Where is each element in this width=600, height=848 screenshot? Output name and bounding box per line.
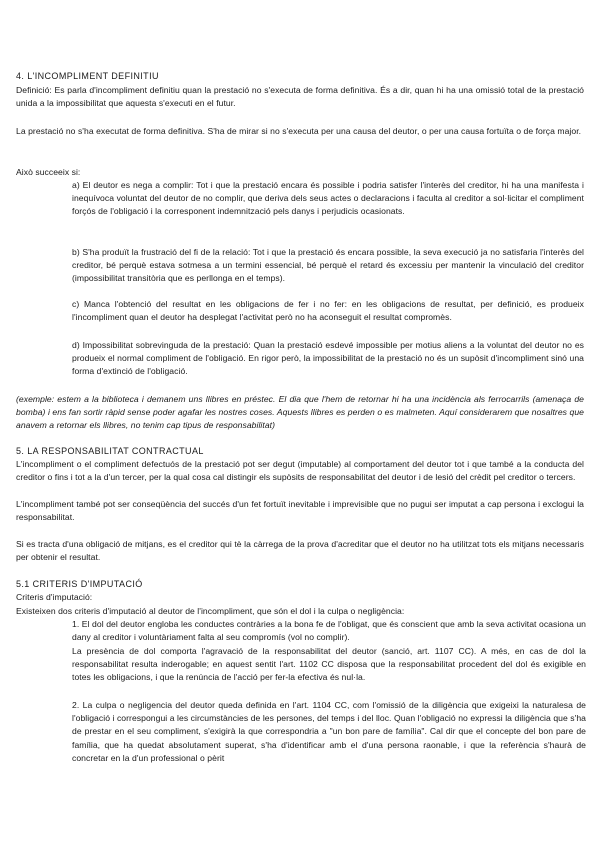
criteria-intro: Existeixen dos criteris d'imputació al deutor de l'incompliment, que són el dol i la culpa o negligència: [16, 606, 405, 616]
criteria-item-1: 1. El dol del deutor engloba les conductes contràries a la bona fe de l'obligat, que és conscient que amb la seva activitat ocasiona un dany al creditor i voluntàriament falta al seu compromís (vol no complir). [72, 619, 586, 643]
section-4-heading: 4. L'INCOMPLIMENT DEFINITIU [16, 71, 159, 81]
criteria-item-2: 2. La culpa o negligencia del deutor queda definida en l'art. 1104 CC, com l'omissió de la diligència que exigeixi la naturalesa de l'obligació i correspongui a les circumstàncies de les persones, del temps i del lloc. Quan l'obligació no expressi la diligència que s'ha de prestar en el seu compliment, s'exigirà la que correspondria a "un bon pare de família". Cal dir que el concepte del bon pare de família, que ha quedat absolutament superat, s'ha d'identificar amb el d'una persona raonable, i que la referència s'haurà de concretar en la d'un professional o pèrit [72, 700, 586, 763]
definition-paragraph: Definició: Es parla d'incompliment definitiu quan la prestació no s'executa de forma definitiva. És a dir, quan hi ha una omissió total de la prestació unida a la impossibilitat que aquesta s'executi en el futur. [16, 85, 584, 109]
criteria-item-1-detail: La presència de dol comporta l'agravació de la responsabilitat del deutor (sanció, art. 1107 CC). A més, en cas de dol la responsabilitat resulta inderogable; en aquest sentit l'art. 1102 CC disposa que la responsabilitat procedent del dol és exigible en totes les obligacions, i que la renúncia de l'acció per fer-la efectiva és nul·la. [72, 646, 586, 683]
responsibility-paragraph: L'incompliment o el compliment defectuós de la prestació pot ser degut (imputable) al comportament del deutor tot i que també a la conducta del creditor o fins i tot a la d'un tercer, per la qual cosa cal distingir els supòsits de responsabilitat del deutor i de lesió del crèdit pel creditor o tercers. [16, 459, 584, 483]
section-5-heading: 5. LA RESPONSABILITAT CONTRACTUAL [16, 446, 204, 456]
means-obligation-paragraph: Si es tracta d'una obligació de mitjans, es el creditor qui tè la càrrega de la prova d'acreditar que el deutor no ha utilitzat tots els mitjans necessaris per obtenir el resultat. [16, 539, 584, 563]
list-item-b: b) S'ha produït la frustració del fi de la relació: Tot i que la prestació és encara possible, la seva execució ja no satisfaria l'interès del creditor, bé perquè estava sotmesa a un termini essencial, bé perquè el retard és excessiu per mantenir la vinculació del creditor (impossibilitat transitòria que es perllonga en el temps). [72, 247, 584, 284]
criteria-subheading: Criteris d'imputació: [16, 592, 93, 602]
example-paragraph: (exemple: estem a la biblioteca i demanem uns llibres en préstec. El dia que l'hem de retornar hi ha una incidència als ferrocarrils (amenaça de bomba) i ens fan sortir ràpid sense poder agafar les nostres coses. Aquests llibres es perden o es malmeten. Aquí considerarem que nosaltres que anavem a retornar els llibres, no tenim cap tipus de responsabilitat) [16, 394, 584, 431]
paragraph: La prestació no s'ha executat de forma definitiva. S'ha de mirar si no s'executa per una causa del deutor, o per una causa fortuïta o de força major. [16, 126, 582, 136]
list-item-a: a) El deutor es nega a complir: Tot i que la prestació encara és possible i podria satisfer l'interès del creditor, hi ha una manifesta i inequívoca voluntat del deutor de no complir, que deriva dels seus actes o declaracions i faculta al creditor a sol·licitar el compliment forçós de l'obligació i la corresponent indemnització pels danys i perjudicis ocasionats. [72, 180, 584, 217]
list-intro: Això succeeix si: [16, 167, 81, 177]
fortuitous-paragraph: L'incompliment també pot ser conseqüència del succés d'un fet fortuït inevitable i imprevisible que no pugui ser imputat a cap persona i exclogui la responsabilitat. [16, 499, 584, 523]
list-item-c: c) Manca l'obtenció del resultat en les obligacions de fer i no fer: en les obligacions de resultat, per definició, es produeix l'incompliment quan el deutor ha desplegat l'activitat però no ha aconseguit el resultat compromès. [72, 299, 584, 323]
list-item-d: d) Impossibilitat sobrevinguda de la prestació: Quan la prestació esdevé impossible per motius aliens a la voluntat del deutor no es produeix el normal compliment de l'obligació. En rigor però, la impossibilitat de la prestació no és un supòsit d'incompliment sinó una forma d'extinció de l'obligació. [72, 340, 584, 377]
section-5-1-heading: 5.1 CRITERIS D'IMPUTACIÓ [16, 579, 143, 589]
